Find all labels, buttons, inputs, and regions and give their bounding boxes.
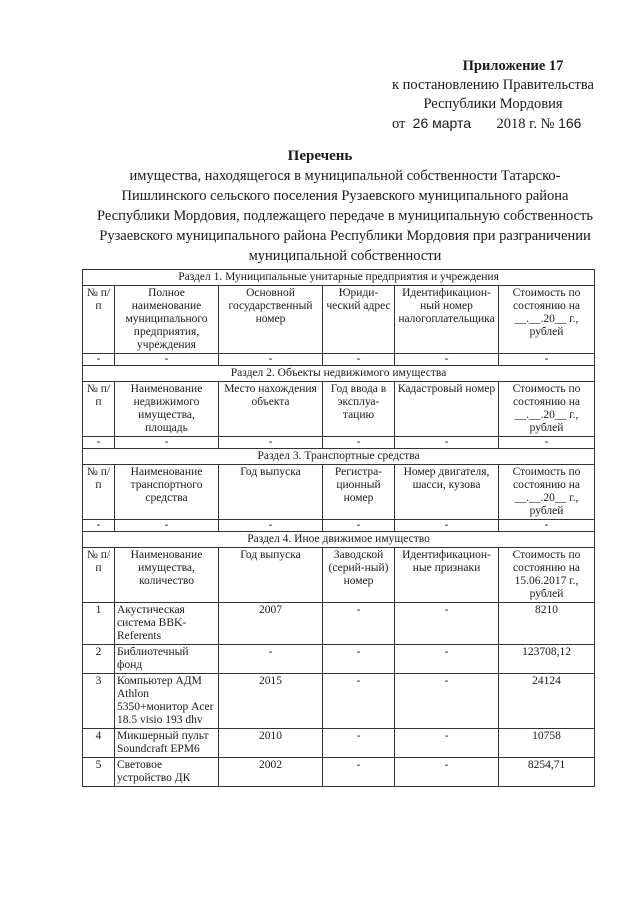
- table-cell: -: [323, 758, 395, 787]
- table-cell: -: [323, 437, 395, 449]
- table-cell: -: [219, 354, 323, 366]
- table-cell: -: [395, 645, 499, 674]
- table-cell: -: [323, 603, 395, 645]
- table-cell: 10758: [499, 729, 595, 758]
- date-year: 2018 г. №: [496, 116, 555, 132]
- table-row: [83, 674, 595, 729]
- table-cell: -: [115, 354, 219, 366]
- column-header: Год ввода в эксплуа-тацию: [323, 382, 395, 437]
- table-cell: 2010: [219, 729, 323, 758]
- table-cell: -: [219, 645, 323, 674]
- table-row: [83, 603, 595, 645]
- table-cell: -: [323, 354, 395, 366]
- column-header-row: [83, 548, 595, 603]
- table-cell: 2: [83, 645, 115, 674]
- column-header: Регистра-ционный номер: [323, 465, 395, 520]
- table-row: [83, 520, 595, 532]
- resolution-line: к постановлению Правительства: [392, 77, 594, 93]
- appendix-number: Приложение 17: [462, 58, 564, 74]
- table-cell: 2007: [219, 603, 323, 645]
- table-cell: -: [395, 729, 499, 758]
- page-title: Перечень: [287, 148, 353, 164]
- table-cell: 5: [83, 758, 115, 787]
- table-cell: 8210: [499, 603, 595, 645]
- table-cell: -: [395, 758, 499, 787]
- table-cell: 24124: [499, 674, 595, 729]
- table-cell: -: [499, 354, 595, 366]
- government-line: Республики Мордовия: [423, 96, 563, 112]
- date-prefix: от: [392, 116, 406, 132]
- table-cell: 2015: [219, 674, 323, 729]
- column-header: Стоимость по состоянию на __.__.20__ г., рублей: [499, 382, 595, 437]
- column-header: № п/п: [83, 548, 115, 603]
- table-cell: -: [499, 437, 595, 449]
- document-header: [392, 57, 594, 134]
- column-header: Стоимость по состоянию на 15.06.2017 г., рублей: [499, 548, 595, 603]
- column-header: № п/п: [83, 286, 115, 354]
- column-header: Год выпуска: [219, 548, 323, 603]
- column-header: Стоимость по состоянию на __.__.20__ г., рублей: [499, 465, 595, 520]
- column-header: № п/п: [83, 382, 115, 437]
- column-header-row: [83, 286, 595, 354]
- column-header: Номер двигателя, шасси, кузова: [395, 465, 499, 520]
- table-cell: -: [395, 520, 499, 532]
- table-cell: 4: [83, 729, 115, 758]
- column-header: Кадастровый номер: [395, 382, 499, 437]
- property-table: [82, 269, 595, 787]
- table-cell: -: [323, 729, 395, 758]
- table-cell: -: [83, 520, 115, 532]
- table-cell: -: [219, 520, 323, 532]
- column-header-row: [83, 465, 595, 520]
- page-subtitle: имущества, находящегося в муниципальной собственности Татарско-Пишлинского сельского поселения Рузаевского муниципального района Республики Мордовия, подлежащего передаче в муниципальную собственность Рузаевского муниципального района Республики Мордовия при разграничении муниципальной собственности: [97, 168, 593, 264]
- table-row: [83, 758, 595, 787]
- table-cell: 123708,12: [499, 645, 595, 674]
- table-cell: Световое устройство ДК: [115, 758, 219, 787]
- table-cell: Библиотечный фонд: [115, 645, 219, 674]
- table-cell: -: [115, 437, 219, 449]
- section-title-row: [83, 366, 595, 382]
- table-cell: -: [395, 354, 499, 366]
- date-line: [392, 114, 594, 134]
- section-title: Раздел 2. Объекты недвижимого имущества: [83, 366, 595, 382]
- section-title: Раздел 4. Иное движимое имущество: [83, 532, 595, 548]
- table-row: [83, 437, 595, 449]
- column-header: № п/п: [83, 465, 115, 520]
- table-cell: 8254,71: [499, 758, 595, 787]
- column-header: Наименование имущества, количество: [115, 548, 219, 603]
- table-cell: -: [323, 674, 395, 729]
- column-header-row: [83, 382, 595, 437]
- table-cell: -: [499, 520, 595, 532]
- column-header: Идентификацион-ные признаки: [395, 548, 499, 603]
- column-header: Стоимость по состоянию на __.__.20__ г., рублей: [499, 286, 595, 354]
- table-row: [83, 645, 595, 674]
- table-cell: -: [83, 354, 115, 366]
- column-header: Заводской (серий-ный) номер: [323, 548, 395, 603]
- section-title: Раздел 1. Муниципальные унитарные предприятия и учреждения: [83, 270, 595, 286]
- column-header: Место нахождения объекта: [219, 382, 323, 437]
- column-header: Юриди-ческий адрес: [323, 286, 395, 354]
- table-cell: -: [323, 520, 395, 532]
- column-header: Наименование недвижимого имущества, площадь: [115, 382, 219, 437]
- table-cell: 1: [83, 603, 115, 645]
- table-cell: -: [323, 645, 395, 674]
- table-cell: -: [219, 437, 323, 449]
- section-title: Раздел 3. Транспортные средства: [83, 449, 595, 465]
- table-cell: -: [115, 520, 219, 532]
- table-cell: Компьютер АДМ Athlon 5350+монитор Acer 18.5 visio 193 dhv: [115, 674, 219, 729]
- date-day: 26 марта: [412, 115, 472, 131]
- table-cell: -: [83, 437, 115, 449]
- column-header: Полное наименование муниципального предприятия, учреждения: [115, 286, 219, 354]
- table-row: [83, 354, 595, 366]
- section-title-row: [83, 270, 595, 286]
- table-cell: -: [395, 674, 499, 729]
- column-header: Основной государственный номер: [219, 286, 323, 354]
- table-cell: -: [395, 437, 499, 449]
- column-header: Наименование транспортного средства: [115, 465, 219, 520]
- table-cell: 3: [83, 674, 115, 729]
- column-header: Идентификацион-ный номер налогоплательщика: [395, 286, 499, 354]
- table-cell: Микшерный пульт Soundcraft EPM6: [115, 729, 219, 758]
- table-row: [83, 729, 595, 758]
- section-title-row: [83, 449, 595, 465]
- table-cell: -: [395, 603, 499, 645]
- column-header: Год выпуска: [219, 465, 323, 520]
- section-title-row: [83, 532, 595, 548]
- table-cell: 2002: [219, 758, 323, 787]
- doc-number: 166: [558, 115, 582, 131]
- table-cell: Акустическая система BBK-Referents: [115, 603, 219, 645]
